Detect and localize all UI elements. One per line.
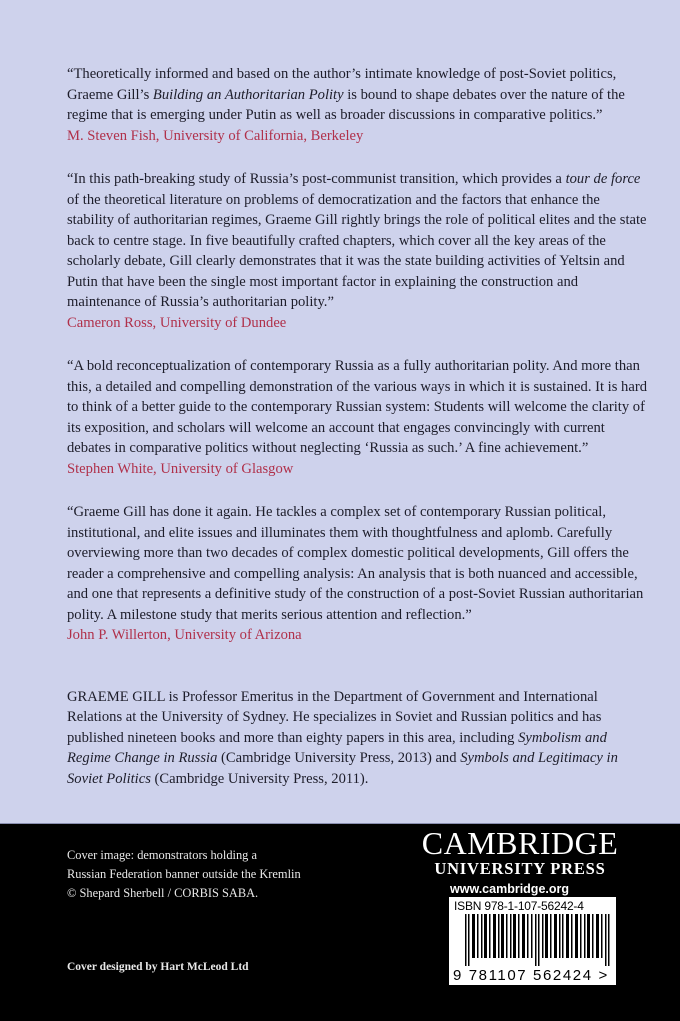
author-bio: GRAEME GILL is Professor Emeritus in the Department of Government and International Relations at the University of Sydney. He specializes in Soviet and Russian politics and has published nineteen books and more than eighty papers in this area, including Symbolism and Regime Change in Russia (Cambridge University Press, 2013) and Symbols and Legitimacy in Soviet Politics (Cambridge University Press, 2011). [67,688,618,787]
endorsement-4 [67,502,647,646]
publisher-subtitle: UNIVERSITY PRESS [434,859,606,878]
endorsement-3 [67,356,647,479]
publisher-name: CAMBRIDGE [421,825,619,861]
endorsement-attribution: Stephen White, University of Glasgow [67,460,294,477]
barcode-icon [465,914,611,966]
publisher-logo [420,826,620,896]
endorsement-1 [67,64,647,146]
endorsement-text: “In this path-breaking study of Russia’s post-communist transition, which provides a tour de force of the theoretical literature on problems of democratization and the factors that enhance the stability of authoritarian regimes, Graeme Gill rightly brings the role of political elites and the state back to centre stage. In five beautifully crafted chapters, which cover all the key areas of the scholarly debate, Gill clearly demonstrates that it was the state building activities of Yeltsin and Putin that have been the single most important factor in explaining the construction and maintenance of Russia’s authoritarian polity.” [67,171,647,310]
endorsement-attribution: Cameron Ross, University of Dundee [67,314,287,331]
designer-credit: Cover designed by Hart McLeod Ltd [67,961,249,973]
endorsement-2 [67,169,647,333]
isbn-label: ISBN 978-1-107-56242-4 [454,899,584,913]
publisher-url: www.cambridge.org [450,882,570,896]
cover-image-credit: Cover image: demonstrators holding a Russian Federation banner outside the Kremlin © Shepard Sherbell / CORBIS SABA. [67,848,301,900]
cover-footer [0,823,680,1021]
barcode-digits: 9 781107 562424 > [453,967,609,984]
endorsement-text: “Graeme Gill has done it again. He tackles a complex set of contemporary Russian political, institutional, and elite issues and illuminates them with thoughtfulness and aplomb. Carefully overviewing more than two decades of complex domestic political developments, Gill offers the reader a comprehensive and compelling analysis: An analysis that is both nuanced and accessible, and one that represents a definitive study of the construction of a post-Soviet Russian authoritarian polity. A milestone study that merits serious attention and reflection.” [67,504,644,623]
endorsement-attribution: M. Steven Fish, University of California, Berkeley [67,127,364,144]
endorsement-text: “Theoretically informed and based on the author’s intimate knowledge of post-Soviet politics, Graeme Gill’s Building an Authoritarian Polity is bound to shape debates over the nature of the regime that is emerging under Putin as well as broader discussions in comparative politics.” [67,66,625,123]
back-cover-text [67,64,647,789]
isbn-barcode [449,897,616,985]
endorsement-text: “A bold reconceptualization of contemporary Russia as a fully authoritarian polity. And more than this, a detailed and compelling demonstration of the various ways in which it is sustained. It is hard to think of a better guide to the contemporary Russian system: Students will welcome the clarity of its exposition, and scholars will welcome an account that engages convincingly with current debates in comparative politics without neglecting ‘Russia as such.’ A fine achievement.” [67,358,647,456]
endorsement-attribution: John P. Willerton, University of Arizona [67,627,302,643]
